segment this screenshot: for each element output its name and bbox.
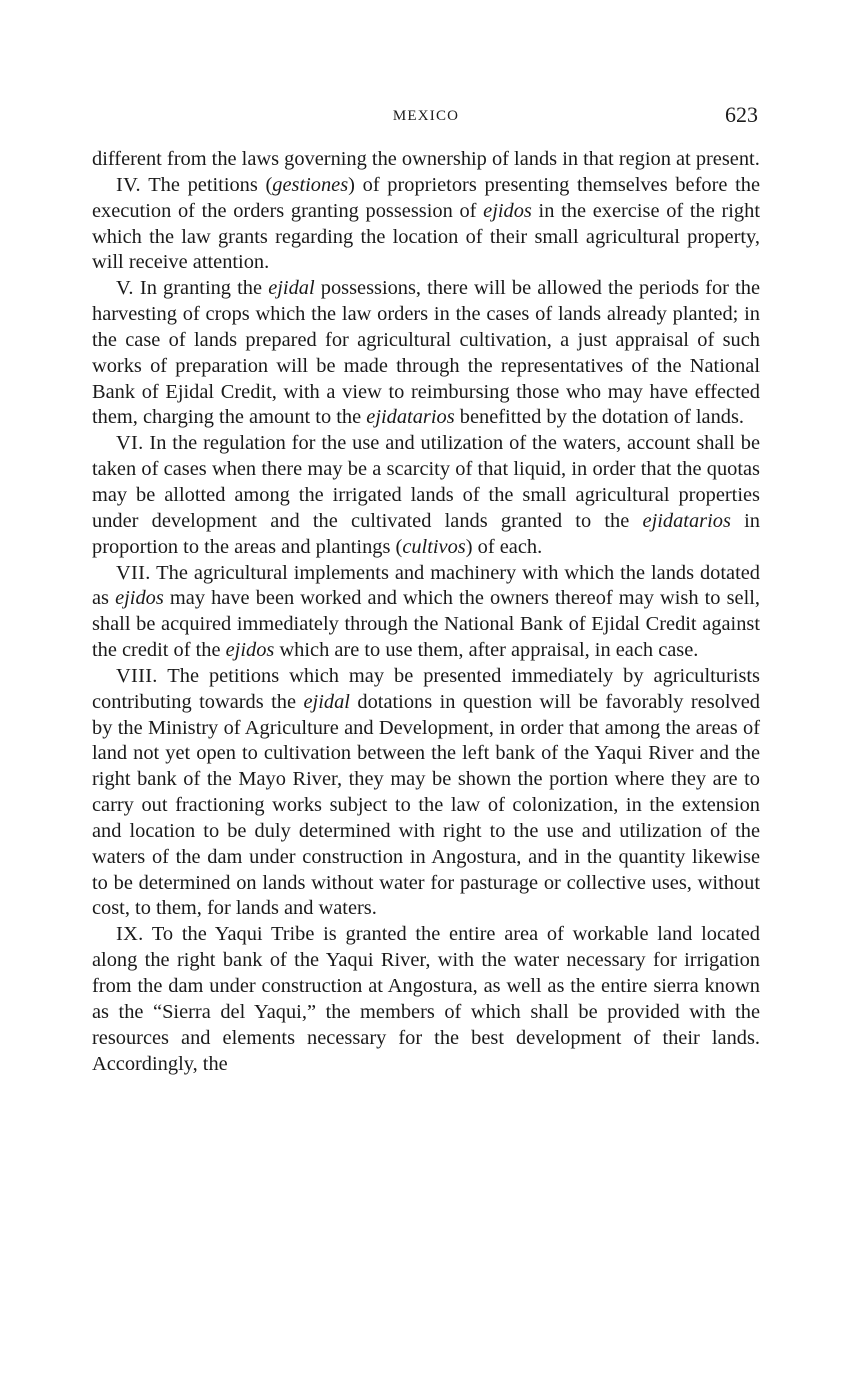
italic-term: ejidal <box>268 277 315 300</box>
section-numeral: IV. <box>116 173 141 196</box>
paragraph <box>92 664 760 922</box>
section-numeral: VIII. <box>116 664 158 687</box>
section-numeral: V. <box>116 277 134 300</box>
paragraph <box>92 173 760 276</box>
body-text <box>92 147 760 1077</box>
text-run: The agricultural implements and machinery with which the lands dotated as <box>92 561 760 610</box>
text-run: dotations in question will be favorably resolved by the Ministry of Agriculture and Development, in order that among the areas of land not yet open to cultivation between the left bank of the Yaqui River and the right bank of the Mayo River, they may be shown the portion where they are to carry out fractioning works subject to the law of colonization, in the extension and location to be duly determined with right to the use and utilization of the waters of the dam under construction in Angostura, and in the quantity likewise to be determined on lands without water for pasturage or collective uses, without cost, to them, for lands and waters. <box>92 690 760 920</box>
text-run: in proportion to the areas and plantings ( <box>92 509 760 558</box>
text-run: may have been worked and which the owners thereof may wish to sell, shall be acquired immediately through the National Bank of Ejidal Credit against the credit of the <box>92 587 760 662</box>
italic-term: cultivos <box>402 535 466 558</box>
text-run: possessions, there will be allowed the periods for the harvesting of crops which the law orders in the cases of lands already planted; in the case of lands prepared for agricultural cultivation, a just appraisal of such works of preparation will be made through the representatives of the National Bank of Ejidal Credit, with a view to reimbursing those who may have effected them, charging the amount to the <box>92 277 760 429</box>
italic-term: ejidal <box>303 690 350 713</box>
italic-term: ejidos <box>225 639 275 662</box>
text-run: The petitions ( <box>140 173 273 196</box>
section-numeral: VI. <box>116 432 144 455</box>
page-number: 623 <box>725 102 758 127</box>
section-numeral: IX. <box>116 923 144 946</box>
italic-term: ejidatarios <box>642 509 731 532</box>
running-head <box>92 100 760 134</box>
text-run: ) of each. <box>465 535 543 558</box>
text-run: To the Yaqui Tribe is granted the entire area of workable land located along the right bank of the Yaqui River, with the water necessary for irrigation from the dam under construction at Angostura, as well as the entire sierra known as the “Sierra del Yaqui,” the members of which shall be provided with the resources and elements necessary for the best development of their lands. Accordingly, the <box>92 923 760 1075</box>
text-run: which are to use them, after appraisal, in each case. <box>274 639 699 662</box>
text-run: different from the laws governing the ownership of lands in that region at present. <box>92 148 760 170</box>
text-run: In the regulation for the use and utilization of the waters, account shall be taken of cases when there may be a scarcity of that liquid, in order that the quotas may be allotted among the irrigated lands of the small agricultural properties under development and the cultivated lands granted to the <box>92 432 760 532</box>
italic-term: ejidatarios <box>366 406 455 429</box>
running-title: MEXICO <box>392 108 460 124</box>
text-run: The petitions which may be presented immediately by agriculturists contributing towards the <box>92 664 760 713</box>
text-run: In granting the <box>133 277 269 300</box>
paragraph <box>92 561 760 664</box>
section-numeral: VII. <box>116 561 151 584</box>
paragraph <box>92 147 760 173</box>
text-run: benefitted by the dotation of lands. <box>454 406 745 429</box>
text-run: in the exercise of the right which the law grants regarding the location of their small agricultural property, will receive attention. <box>92 199 760 274</box>
italic-term: ejidos <box>115 587 164 610</box>
italic-term: ejidos <box>483 199 532 222</box>
paragraph <box>92 922 760 1077</box>
paragraph <box>92 431 760 560</box>
italic-term: gestiones <box>272 173 349 196</box>
text-run: ) of proprietors presenting themselves before the execution of the orders granting possession of <box>92 173 760 222</box>
paragraph <box>92 276 760 431</box>
